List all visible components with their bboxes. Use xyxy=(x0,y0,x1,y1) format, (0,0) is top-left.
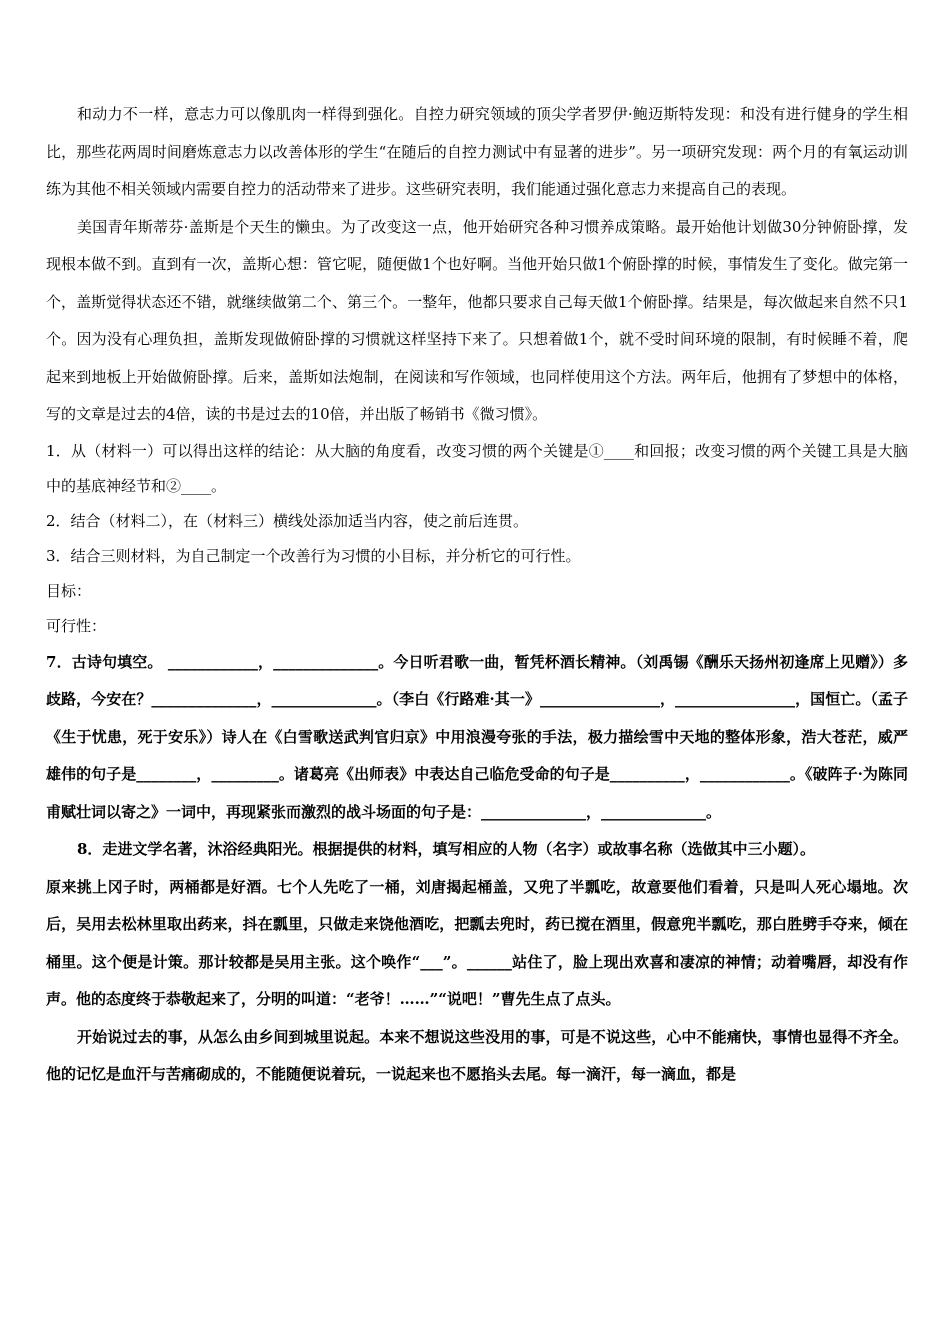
question-3: 3．结合三则材料，为自己制定一个改善行为习惯的小目标，并分析它的可行性。 xyxy=(46,546,581,565)
document-page xyxy=(46,96,908,1094)
question-2: 2．结合（材料二），在（材料三）横线处添加适当内容，使之前后连贯。 xyxy=(46,511,529,530)
material-paragraph-1: 和动力不一样，意志力可以像肌肉一样得到强化。自控力研究领域的顶尖学者罗伊·鲍迈斯特发现：和没有进行健身的学生相比，那些花两周时间磨炼意志力以改善体形的学生“在随后的自控力测试中有显著的进步”。另一项研究发现：两个月的有氧运动训练为其他不相关领域内需要自控力的活动带来了进步。这些研究表明，我们能通过强化意志力来提高自己的表现。 xyxy=(46,105,908,198)
question-1: 1．从（材料一）可以得出这样的结论：从大脑的角度看，改变习惯的两个关键是①____和回报；改变习惯的两个关键工具是大脑中的基底神经节和②____。 xyxy=(46,441,908,495)
question-8-passage-1: 原来挑上冈子时，两桶都是好酒。七个人先吃了一桶，刘唐揭起桶盖，又兜了半瓢吃，故意要他们看着，只是叫人死心塌地。次后，吴用去松林里取出药来，抖在瓢里，只做走来饶他酒吃，把瓢去兜时，药已搅在酒里，假意兜半瓢吃，那白胜劈手夺来，倾在桶里。这个便是计策。那计较都是吴用主张。这个唤作“___”。______站住了，脸上现出欢喜和凄凉的神情；动着嘴唇，却没有作声。他的态度终于恭敬起来了，分明的叫道：“老爷！……”“说吧！”曹先生点了点头。 xyxy=(46,877,908,1008)
question-8 xyxy=(46,831,908,1094)
feasibility-label: 可行性： xyxy=(46,616,107,635)
question-8-passage-2: 开始说过去的事，从怎么由乡间到城里说起。本来不想说这些没用的事，可是不说这些，心中不能痛快，事情也显得不齐全。他的记忆是血汗与苦痛砌成的，不能随便说着玩，一说起来也不愿掐头去尾。每一滴汗，每一滴血，都是 xyxy=(46,1027,908,1083)
question-7: 7．古诗句填空。 ____________，______________。今日听君歌一曲，暂凭杯酒长精神。（刘禹锡《酬乐天扬州初逢席上见赠》）多歧路，今安在？______________，______________。（李白《行路难·其一》________________，________________，国恒亡。（孟子《生于忧患，死于安乐》）诗人在《白雪歌送武判官归京》中用浪漫夸张的手法，极力描绘雪中天地的整体形象，浩大苍茫，威严雄伟的句子是________，_________。诸葛亮《出师表》中表达自己临危受命的句子是__________，____________。《破阵子·为陈同甫赋壮词以寄之》一词中，再现紧张而激烈的战斗场面的句子是：______________，______________。 xyxy=(46,652,908,821)
question-8-intro: 8．走进文学名著，沐浴经典阳光。根据提供的材料，填写相应的人物（名字）或故事名称（选做其中三小题）。 xyxy=(77,840,815,858)
material-paragraph-2: 美国青年斯蒂芬·盖斯是个天生的懒虫。为了改变这一点，他开始研究各种习惯养成策略。最开始他计划做30分钟俯卧撑，发现根本做不到。直到有一次，盖斯心想：管它呢，随便做1个也好啊。当他开始只做1个俯卧撑的时候，事情发生了变化。做完第一个，盖斯觉得状态还不错，就继续做第二个、第三个。一整年，他都只要求自己每天做1个俯卧撑。结果是，每次做起来自然不只1个。因为没有心理负担，盖斯发现做俯卧撑的习惯就这样坚持下来了。只想着做1个，就不受时间环境的限制，有时候睡不着，爬起来到地板上开始做俯卧撑。后来，盖斯如法炮制，在阅读和写作领域，也同样使用这个方法。两年后，他拥有了梦想中的体格，写的文章是过去的4倍，读的书是过去的10倍，并出版了畅销书《微习惯》。 xyxy=(46,217,908,423)
goal-label: 目标： xyxy=(46,581,92,600)
